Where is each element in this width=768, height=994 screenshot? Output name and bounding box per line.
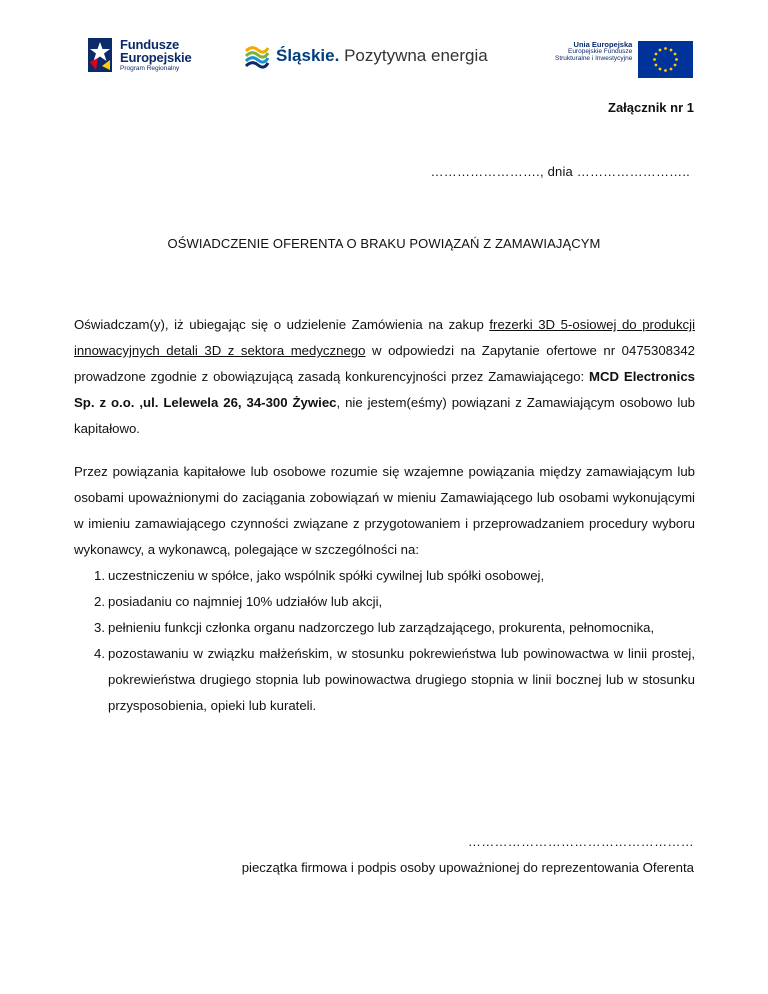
- fundusze-europejskie-logo: [86, 36, 192, 74]
- declaration-intro: Oświadczam(y), iż ubiegając się o udzielenie Zamówienia na zakup: [74, 317, 490, 332]
- declaration-paragraph: [74, 312, 695, 442]
- eu-star: [655, 64, 658, 67]
- list-item-number: 4.: [94, 646, 105, 661]
- logo-bar: [0, 36, 768, 86]
- eu-star: [670, 49, 673, 52]
- list-item: [74, 641, 695, 719]
- list-item-text: pełnieniu funkcji członka organu nadzorczego lub zarządzającego, prokurenta, pełnomocnika,: [108, 620, 655, 635]
- eu-line1: Unia Europejska: [573, 40, 633, 49]
- eu-star: [659, 49, 662, 52]
- fundusze-line2: Europejskie: [120, 49, 192, 65]
- fundusze-line3: Program Regionalny: [120, 64, 180, 72]
- fundusze-star-icon: [86, 36, 114, 74]
- eu-logo: [555, 41, 693, 78]
- eu-star: [659, 68, 662, 71]
- list-item-text: pozostawaniu w związku małżeńskim, w stosunku pokrewieństwa lub powinowactwa w linii prostej, pokrewieństwa drugiego stopnia lub powinowactwa drugiego stopnia w linii bocznej lub w stosunku przysposobienia, opieki lub kurateli.: [108, 646, 695, 713]
- list-item-number: 2.: [94, 594, 105, 609]
- fundusze-line1: Fundusze: [120, 36, 180, 52]
- document-title: OŚWIADCZENIE OFERENTA O BRAKU POWIĄZAŃ Z ZAMAWIAJĄCYM: [167, 236, 601, 251]
- annex-label: Załącznik nr 1: [608, 100, 694, 115]
- orderer-name: MCD Electronics Sp. z o.o. ,ul. Lelewela 26, 34-300 Żywiec: [74, 369, 695, 410]
- signature-line: ……………………………………………: [467, 834, 694, 849]
- signature-caption: pieczątka firmowa i podpis osoby upoważnionej do reprezentowania Oferenta: [241, 860, 694, 875]
- slaskie-brand: Śląskie.: [276, 46, 340, 65]
- list-item-text: posiadaniu co najmniej 10% udziałów lub akcji,: [108, 594, 383, 609]
- list-item-number: 1.: [94, 568, 105, 583]
- eu-star: [655, 53, 658, 56]
- slaskie-wave-icon: [244, 43, 270, 69]
- declaration-middle: w odpowiedzi na Zapytanie ofertowe nr 0475308342 prowadzone zgodnie z obowiązującą zasadą konkurencyjności przez Zamawiającego:: [74, 343, 695, 384]
- place-date-line: ……………………., dnia ……………………..: [430, 164, 690, 179]
- eu-flag-icon: [638, 41, 693, 78]
- order-subject: frezerki 3D 5-osiowej do produkcji innowacyjnych detali 3D z sektora medycznego: [74, 317, 696, 358]
- eu-line2: Europejskie Fundusze: [567, 47, 633, 55]
- list-item: [74, 563, 695, 589]
- definition-paragraph: Przez powiązania kapitałowe lub osobowe rozumie się wzajemne powiązania między zamawiającym lub osobami upoważnionymi do zaciągania zobowiązań w mieniu Zamawiającego lub osobami wykonującymi w imieniu zamawiającego czynności związane z przygotowaniem i przeprowadzaniem procedury wyboru wykonawcy, a wykonawcą, polegające w szczególności na:: [74, 464, 695, 557]
- eu-star: [664, 69, 667, 72]
- slaskie-tagline: Pozytywna energia: [344, 46, 488, 65]
- eu-star: [674, 53, 677, 56]
- eu-star: [674, 64, 677, 67]
- list-item-text: uczestniczeniu w spółce, jako wspólnik spółki cywilnej lub spółki osobowej,: [108, 568, 545, 583]
- eu-star: [675, 58, 678, 61]
- list-item: [74, 615, 695, 641]
- list-item: [74, 589, 695, 615]
- eu-star: [653, 58, 656, 61]
- slaskie-logo: [244, 43, 488, 69]
- list-item-number: 3.: [94, 620, 105, 635]
- eu-line3: Strukturalne i Inwestycyjne: [555, 54, 633, 62]
- declaration-end: , nie jestem(eśmy) powiązani z Zamawiającym osobowo lub kapitałowo.: [74, 395, 695, 436]
- eu-star: [670, 68, 673, 71]
- eu-star: [664, 47, 667, 50]
- document-body: [74, 312, 695, 719]
- relations-list: [74, 563, 695, 719]
